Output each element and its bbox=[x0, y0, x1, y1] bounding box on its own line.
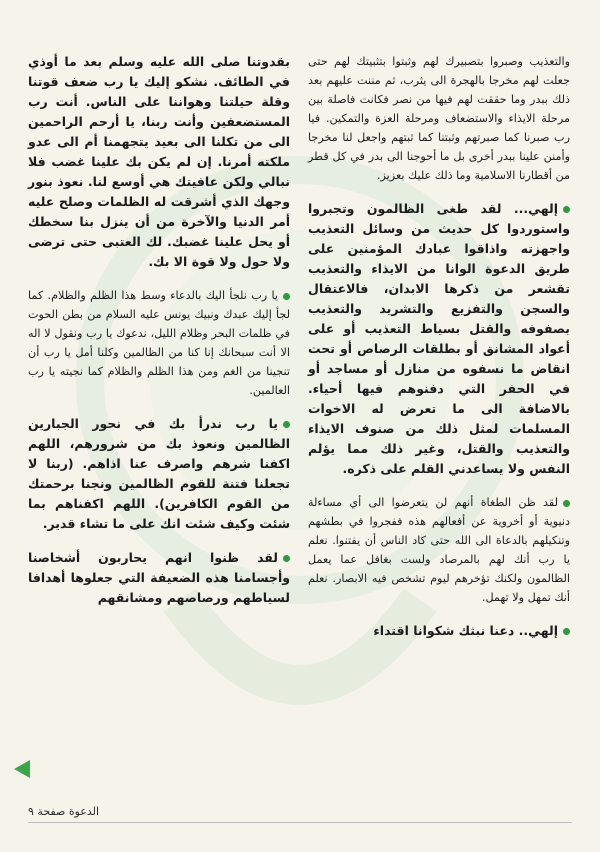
continue-arrow-icon bbox=[14, 760, 30, 778]
right-para-4: إلهي.. دعنا نبثك شكوانا اقتداء bbox=[308, 621, 570, 641]
left-para-4: لقد ظنوا انهم يحاربون أشخاصنا وأجسامنا هذه الضعيفة التي جعلوها أهدافا لسياطهم ورصاصهم ومشانقهم bbox=[28, 550, 290, 605]
footer-divider bbox=[28, 822, 572, 823]
green-bullet-icon bbox=[283, 293, 290, 300]
right-para-2: إلهي... لقد طغى الظالمون وتجبروا واستوردوا كل حديث من وسائل التعذيب واجهزته واذاقوا عبادك المؤمنين على طريق الدعوة الوانا من الايذاء والتعذيب تقشعر من ذكرها الابدان، فالاعتقال والسجن والتفزيع والتشريد والتعذيب بصفوفه والقتل بسياط التعذيب أو على أعواد المشانق أو بطلقات الرصاص أو تحت انقاض ما نسفوه من منازل أو مساجد أو في الحفر التي دفنوهم فيها أحياء. بالاضافة الى ما تعرض له الاخوات المسلمات لمثل ذلك من صنوف الايذاء والتعذيب والقتل، وغير ذلك مما يؤلم النفس ولا يساعدني القلم على ذكره. bbox=[308, 201, 570, 476]
left-para-3: يا رب ندرأ بك في نحور الجبارين الظالمين ونعوذ بك من شرورهم، اللهم اكفنا شرهم واصرف عنا اذاهم. (ربنا لا تجعلنا فتنة للقوم الظالمين ونجنا برحمتك من القوم الكافرين). اللهم اكفناهم بما شئت وكيف شئت انك على ما تشاء قدير. bbox=[28, 416, 290, 531]
green-bullet-icon bbox=[283, 421, 290, 428]
left-para-2: يا رب نلجأ اليك بالدعاء وسط هذا الظلم والظلام. كما لجأ إليك عبدك ونبيك يونس عليه السلام من بطن الحوت في ظلمات البحر وظلام الليل، ندعوك يا رب ونقول لا اله الا أنت سبحانك إنا كنا من الظالمين وكلنا أمل يا رب أن تنجينا من الغم ومن هذا الظلم والظلام كما نجيته يا رب العالمين. bbox=[28, 289, 290, 397]
left-para-1: بقدوتنا صلى الله عليه وسلم بعد ما أوذي في الطائف. نشكو إليك يا رب ضعف قوتنا وقلة حيلتنا وهواننا على الناس. أنت رب المستضعفين وأنت ربنا، يا أرحم الراحمين الى من تكلنا الى بعيد يتجهمنا أم الى عدو ملكته أمرنا. إن لم يكن بك علينا غضب فلا نبالي ولكن عافيتك هي أوسع لنا. نعوذ بنور وجهك الذي أشرقت له الظلمات وصلح عليه أمر الدنيا والآخرة من أن ينزل بنا سخطك أو يحل علينا غضبك. لك العتبى حتى ترضى ولا حول ولا قوة الا بك. bbox=[28, 54, 290, 269]
right-para-1: والتعذيب وصبروا بتصبيرك لهم وثبتوا بتثبيتك لهم حتى جعلت لهم مخرجا بالهجرة الى يثرب، ثم مننت عليهم بعد ذلك ببدر وما حققت لهم فيها من نصر فكانت فاصلة بين مرحلة الايذاء والاستضعاف ومرحلة العزة والتمكين. فيا رب صبرنا كما صبرتهم وثبتنا كما ثبتهم واجعل لنا مخرجا وأمنن علينا ببدر أخرى بل ما أحوجنا الى بدر في كل قطر من أقطارنا الاسلامية وما ذلك عليك بعزيز. bbox=[308, 55, 570, 182]
green-bullet-icon bbox=[563, 628, 570, 635]
left-column bbox=[28, 52, 290, 622]
green-bullet-icon bbox=[283, 555, 290, 562]
green-bullet-icon bbox=[563, 206, 570, 213]
right-para-3: لقد ظن الطغاة أنهم لن يتعرضوا الى أي مساءلة دنيوية أو أخروية عن أفعالهم هذه ففجروا في بطشهم وتنكيلهم بالدعاة الى الله حتى كاد الناس أن يفتنوا. نعلم يا رب أنك لهم بالمرصاد ولست بغافل عما يعمل الظالمون ولكنك تؤخرهم ليوم تشخص فيه الابصار. نعلم أنك تمهل ولا تهمل. bbox=[308, 496, 570, 604]
right-column bbox=[308, 52, 570, 655]
green-bullet-icon bbox=[563, 500, 570, 507]
page-footer: الدعوة صفحة ٩ bbox=[28, 805, 100, 818]
